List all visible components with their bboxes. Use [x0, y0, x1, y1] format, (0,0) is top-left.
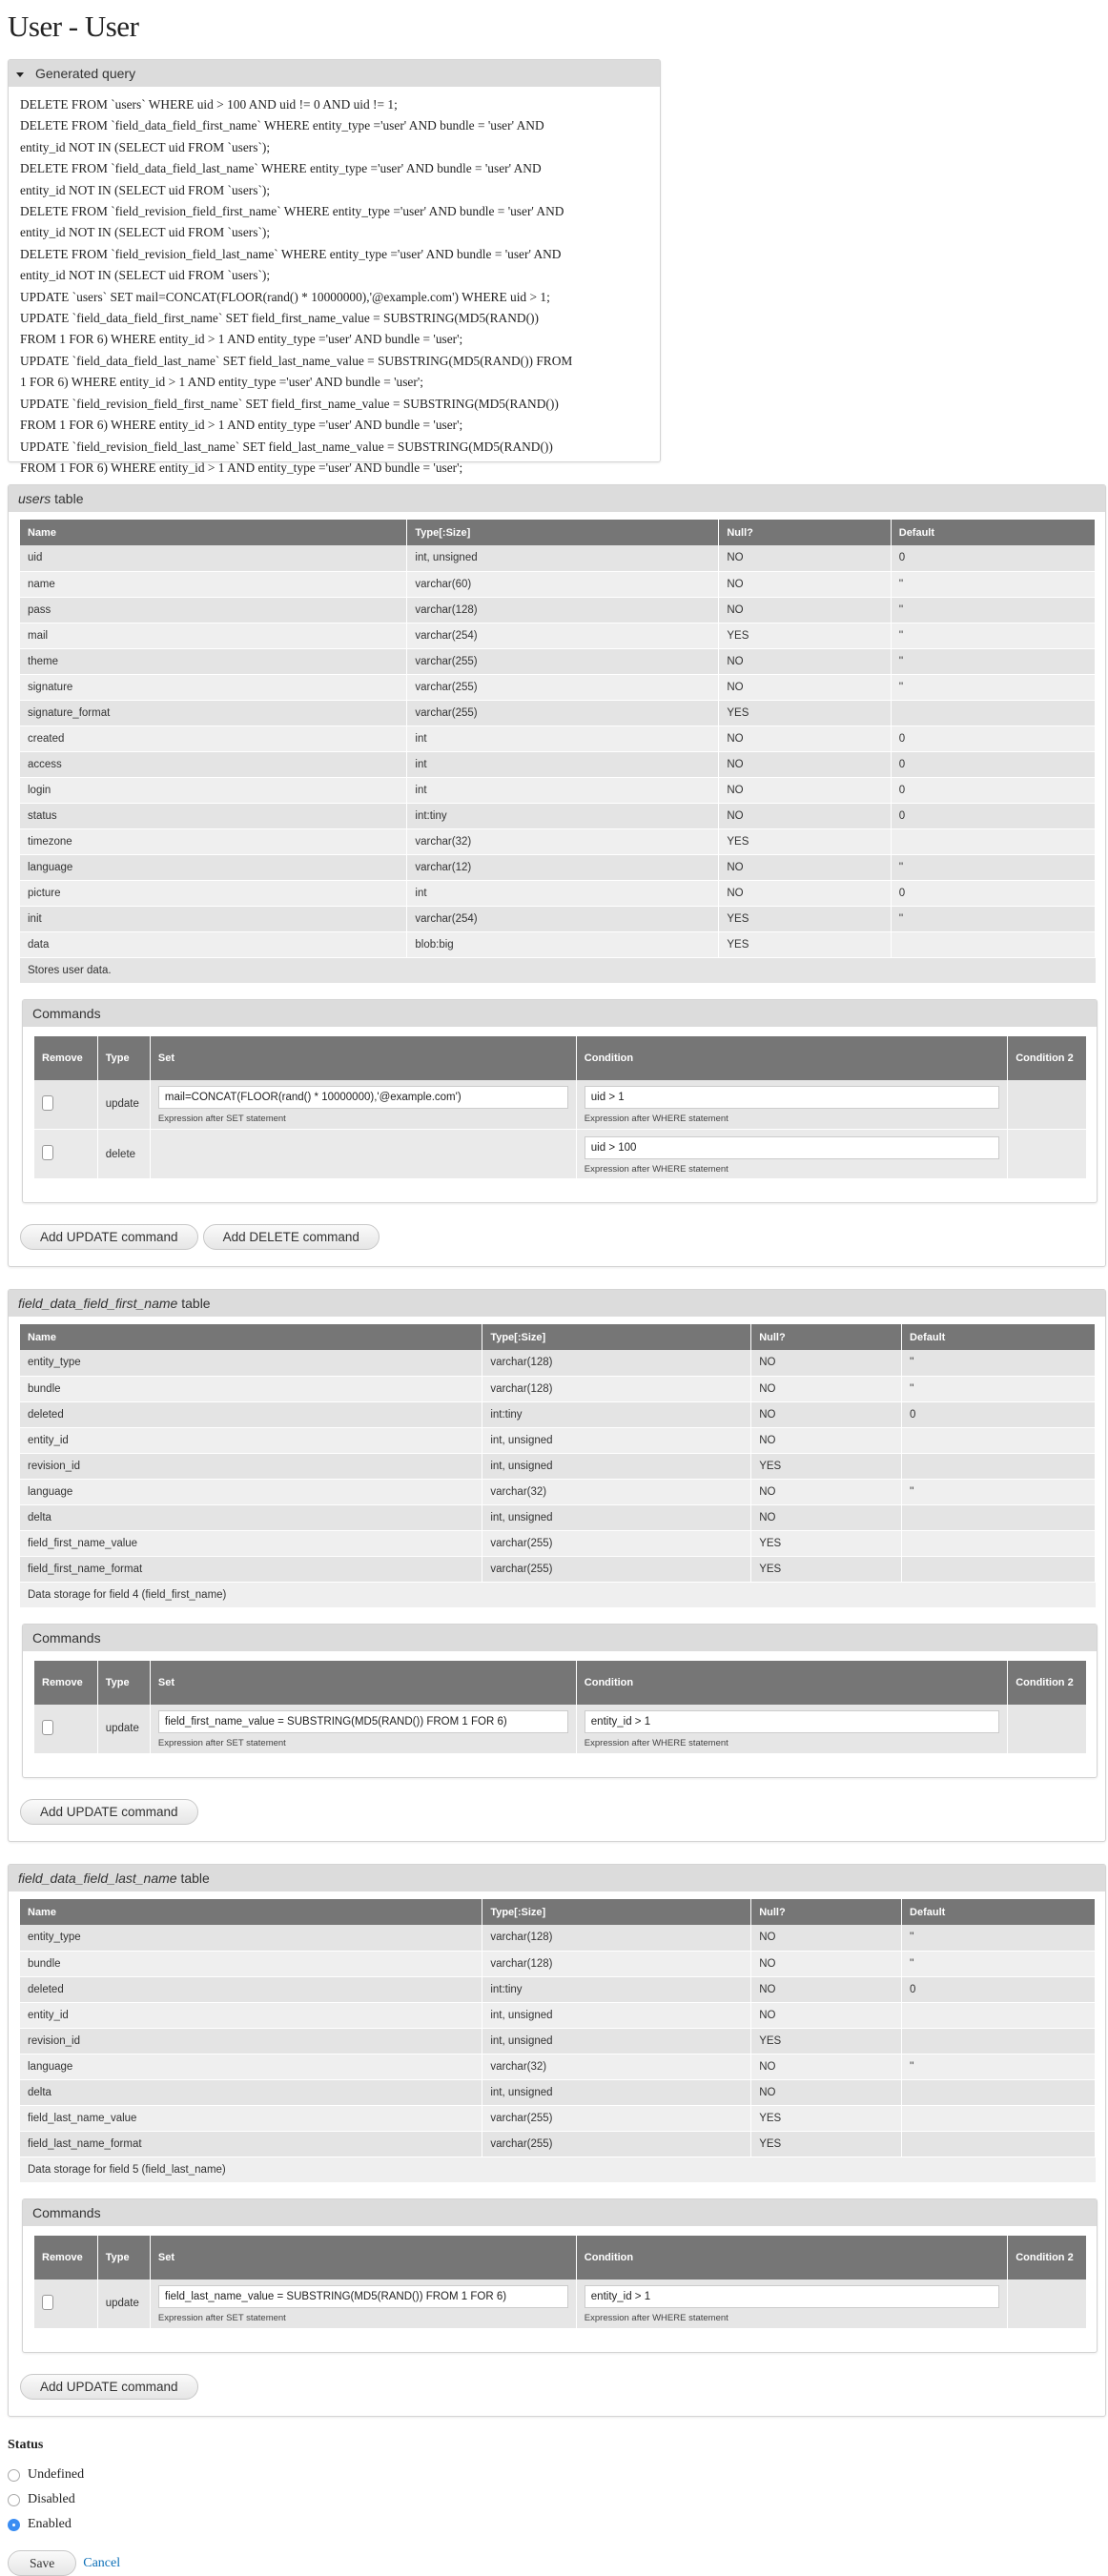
set-expression-input[interactable]	[158, 2285, 568, 2308]
schema-cell: field_first_name_format	[20, 1556, 482, 1582]
column-header: Type[:Size]	[482, 1324, 751, 1350]
command-row	[34, 1705, 1087, 1754]
commands-fieldset	[22, 1624, 1098, 1779]
schema-row	[20, 2028, 1096, 2054]
condition-input[interactable]	[585, 1136, 999, 1159]
column-header: Type[:Size]	[482, 1899, 751, 1925]
command-column-header: Condition	[576, 1036, 1007, 1080]
query-line: FROM 1 FOR 6) WHERE entity_id > 1 AND entity_type ='user' AND bundle = 'user';	[20, 418, 463, 433]
schema-cell	[902, 1427, 1096, 1453]
table-description: Data storage for field 4 (field_first_name)	[20, 1582, 1096, 1607]
schema-cell: NO	[719, 726, 891, 751]
query-line: UPDATE `users` SET mail=CONCAT(FLOOR(rand() * 10000000),'@example.com') WHERE uid > 1;	[20, 289, 550, 304]
commands-fieldset	[22, 2198, 1098, 2354]
schema-row	[20, 597, 1096, 623]
status-label: Status	[8, 2438, 44, 2452]
table-name: field_data_field_first_name	[18, 1296, 178, 1311]
set-help-text: Expression after SET statement	[157, 1738, 286, 1749]
schema-cell: timezone	[20, 828, 407, 854]
schema-cell: created	[20, 726, 407, 751]
schema-cell: NO	[751, 1951, 902, 1976]
schema-cell: deleted	[20, 1976, 482, 2002]
query-line: 1 FOR 6) WHERE entity_id > 1 AND entity_type ='user' AND bundle = 'user';	[20, 375, 423, 390]
table-section-last-name	[8, 1864, 1106, 2417]
schema-cell: int, unsigned	[482, 1427, 751, 1453]
add-update-command-button[interactable]: Add UPDATE command	[20, 1224, 198, 1250]
schema-cell	[891, 700, 1095, 726]
condition-2-cell	[1008, 1130, 1087, 1179]
schema-cell: NO	[751, 1479, 902, 1504]
schema-cell: bundle	[20, 1951, 482, 1976]
column-header: Type[:Size]	[407, 520, 719, 545]
schema-cell: varchar(255)	[407, 674, 719, 700]
query-line: FROM 1 FOR 6) WHERE entity_id > 1 AND entity_type ='user' AND bundle = 'user';	[20, 460, 463, 475]
commands-legend: Commands	[23, 1000, 1097, 1027]
query-line: entity_id NOT IN (SELECT uid FROM `users`);	[20, 182, 271, 197]
commands-table	[34, 1661, 1087, 1755]
schema-row	[20, 623, 1096, 648]
schema-cell: NO	[719, 777, 891, 803]
radio-button[interactable]	[8, 2519, 20, 2531]
schema-cell: int	[407, 777, 719, 803]
schema-cell: NO	[719, 545, 891, 571]
schema-cell: varchar(32)	[407, 828, 719, 854]
command-row	[34, 1130, 1087, 1179]
schema-row	[20, 1427, 1096, 1453]
schema-cell: 0	[891, 751, 1095, 777]
condition-input[interactable]	[585, 1086, 999, 1109]
schema-cell	[891, 828, 1095, 854]
command-type: update	[97, 2280, 150, 2329]
schema-cell: signature	[20, 674, 407, 700]
schema-cell: YES	[751, 2028, 902, 2054]
schema-cell: NO	[751, 2054, 902, 2079]
schema-header-row	[20, 1324, 1096, 1350]
schema-cell: NO	[751, 2002, 902, 2028]
radio-label: Enabled	[28, 2517, 72, 2531]
schema-cell: init	[20, 906, 407, 931]
schema-cell	[902, 1504, 1096, 1530]
schema-cell	[902, 2002, 1096, 2028]
status-option-undefined[interactable]	[8, 2463, 1100, 2487]
column-header: Null?	[719, 520, 891, 545]
schema-row	[20, 1504, 1096, 1530]
query-line: DELETE FROM `field_data_field_first_name` WHERE entity_type ='user' AND bundle = 'user' AND	[20, 118, 544, 133]
query-line: UPDATE `field_revision_field_last_name` SET field_last_name_value = SUBSTRING(MD5(RAND())	[20, 439, 553, 454]
schema-cell: ''	[891, 571, 1095, 597]
schema-cell: varchar(32)	[482, 2054, 751, 2079]
schema-cell: theme	[20, 648, 407, 674]
command-column-header: Remove	[34, 2236, 97, 2280]
schema-row	[20, 700, 1096, 726]
add-update-command-button[interactable]: Add UPDATE command	[20, 2374, 198, 2400]
schema-cell: varchar(128)	[482, 1350, 751, 1376]
schema-cell	[902, 1530, 1096, 1556]
command-row	[34, 1080, 1087, 1130]
table-section-title	[9, 1865, 1105, 1891]
schema-header-row	[20, 1899, 1096, 1925]
schema-row	[20, 1976, 1096, 2002]
condition-help-text: Expression after WHERE statement	[584, 1114, 728, 1125]
column-header: Name	[20, 1324, 482, 1350]
schema-row	[20, 2002, 1096, 2028]
schema-cell: login	[20, 777, 407, 803]
schema-cell: data	[20, 931, 407, 957]
schema-cell: YES	[719, 906, 891, 931]
command-type: update	[97, 1705, 150, 1754]
command-column-header: Type	[97, 1036, 150, 1080]
schema-cell: int, unsigned	[482, 2028, 751, 2054]
schema-cell: entity_id	[20, 2002, 482, 2028]
status-field	[8, 2438, 1100, 2537]
table-description: Data storage for field 5 (field_last_name)	[20, 2157, 1096, 2182]
schema-cell: int	[407, 751, 719, 777]
schema-cell: int:tiny	[482, 1401, 751, 1427]
schema-cell: NO	[751, 2079, 902, 2105]
command-column-header: Condition	[576, 2236, 1007, 2280]
schema-cell: varchar(254)	[407, 623, 719, 648]
schema-row	[20, 931, 1096, 957]
schema-cell: NO	[751, 1350, 902, 1376]
schema-cell: varchar(128)	[407, 597, 719, 623]
set-help-text: Expression after SET statement	[157, 2313, 286, 2324]
schema-row	[20, 1925, 1096, 1951]
query-line: entity_id NOT IN (SELECT uid FROM `users`);	[20, 139, 271, 154]
commands-legend: Commands	[23, 2199, 1097, 2226]
schema-cell	[902, 2079, 1096, 2105]
column-header: Name	[20, 520, 407, 545]
schema-cell: ''	[891, 906, 1095, 931]
set-expression-input[interactable]	[158, 1710, 568, 1733]
schema-cell: int:tiny	[482, 1976, 751, 2002]
schema-cell: revision_id	[20, 1453, 482, 1479]
condition-2-cell	[1008, 2280, 1087, 2329]
schema-row	[20, 854, 1096, 880]
schema-row	[20, 1556, 1096, 1582]
schema-cell: ''	[902, 1479, 1096, 1504]
schema-row	[20, 803, 1096, 828]
schema-cell: NO	[751, 1427, 902, 1453]
schema-cell: int, unsigned	[482, 2079, 751, 2105]
schema-cell: YES	[719, 700, 891, 726]
generated-query-text	[9, 87, 660, 486]
query-line: DELETE FROM `users` WHERE uid > 100 AND uid != 0 AND uid != 1;	[20, 97, 398, 112]
schema-cell: NO	[751, 1401, 902, 1427]
column-header: Null?	[751, 1324, 902, 1350]
schema-cell: NO	[751, 1504, 902, 1530]
schema-row	[20, 751, 1096, 777]
schema-row	[20, 1401, 1096, 1427]
command-column-header: Set	[150, 2236, 576, 2280]
schema-cell: 0	[891, 777, 1095, 803]
schema-row	[20, 571, 1096, 597]
schema-cell: int:tiny	[407, 803, 719, 828]
table-name: field_data_field_last_name	[18, 1871, 177, 1886]
condition-help-text: Expression after WHERE statement	[584, 1163, 728, 1175]
schema-cell: YES	[719, 931, 891, 957]
schema-cell: NO	[719, 648, 891, 674]
schema-row	[20, 674, 1096, 700]
column-header: Name	[20, 1899, 482, 1925]
schema-cell: NO	[719, 597, 891, 623]
schema-cell: field_last_name_format	[20, 2131, 482, 2157]
column-header: Null?	[751, 1899, 902, 1925]
schema-cell: ''	[902, 1925, 1096, 1951]
table-section-title	[9, 485, 1105, 512]
command-column-header: Condition 2	[1008, 2236, 1087, 2280]
schema-header-row	[20, 520, 1096, 545]
radio-button[interactable]	[8, 2494, 20, 2506]
save-button[interactable]: Save	[8, 2550, 76, 2576]
schema-row	[20, 1530, 1096, 1556]
table-title-suffix: table	[51, 491, 84, 506]
schema-cell: NO	[751, 1925, 902, 1951]
schema-row	[20, 1350, 1096, 1376]
command-column-header: Set	[150, 1036, 576, 1080]
table-section-title	[9, 1290, 1105, 1317]
command-type: delete	[97, 1130, 150, 1179]
radio-label: Undefined	[28, 2467, 85, 2482]
schema-cell: int, unsigned	[407, 545, 719, 571]
schema-cell: blob:big	[407, 931, 719, 957]
schema-cell: 0	[891, 880, 1095, 906]
table-name: users	[18, 491, 51, 506]
schema-cell: YES	[751, 1556, 902, 1582]
schema-row	[20, 1951, 1096, 1976]
table-title-suffix: table	[177, 1296, 211, 1311]
schema-cell: ''	[902, 2054, 1096, 2079]
query-line: DELETE FROM `field_data_field_last_name` WHERE entity_type ='user' AND bundle = 'user' AND	[20, 161, 542, 176]
command-column-header: Remove	[34, 1036, 97, 1080]
schema-cell: language	[20, 854, 407, 880]
schema-cell: YES	[751, 2131, 902, 2157]
schema-cell: 0	[891, 726, 1095, 751]
schema-cell: ''	[891, 623, 1095, 648]
schema-cell: status	[20, 803, 407, 828]
command-row	[34, 2280, 1087, 2329]
commands-table	[34, 1036, 1087, 1180]
schema-cell: varchar(254)	[407, 906, 719, 931]
add-update-command-button[interactable]: Add UPDATE command	[20, 1799, 198, 1825]
schema-cell: varchar(12)	[407, 854, 719, 880]
table-section-users	[8, 484, 1106, 1267]
schema-cell: varchar(60)	[407, 571, 719, 597]
status-option-disabled[interactable]	[8, 2487, 1100, 2512]
radio-label: Disabled	[28, 2492, 75, 2506]
schema-cell: ''	[891, 597, 1095, 623]
command-column-header: Type	[97, 1661, 150, 1705]
radio-button[interactable]	[8, 2469, 20, 2482]
schema-row	[20, 880, 1096, 906]
schema-cell: int	[407, 726, 719, 751]
schema-cell: ''	[902, 1350, 1096, 1376]
schema-cell: varchar(32)	[482, 1479, 751, 1504]
commands-legend: Commands	[23, 1625, 1097, 1651]
schema-cell: field_first_name_value	[20, 1530, 482, 1556]
command-column-header: Set	[150, 1661, 576, 1705]
generated-query-legend: Generated query	[35, 66, 136, 81]
remove-checkbox[interactable]	[42, 1145, 53, 1160]
set-help-text: Expression after SET statement	[157, 1114, 286, 1125]
schema-cell: 0	[891, 545, 1095, 571]
schema-cell: NO	[719, 571, 891, 597]
schema-cell: NO	[719, 674, 891, 700]
generated-query-fieldset	[8, 59, 661, 475]
table-description: Stores user data.	[20, 957, 1096, 983]
schema-cell	[902, 1556, 1096, 1582]
schema-cell: NO	[751, 1376, 902, 1401]
commands-table	[34, 2236, 1087, 2330]
schema-table	[20, 1899, 1096, 2183]
query-line: entity_id NOT IN (SELECT uid FROM `users`);	[20, 268, 271, 283]
schema-cell: NO	[719, 880, 891, 906]
command-column-header: Remove	[34, 1661, 97, 1705]
schema-cell: YES	[719, 828, 891, 854]
query-line: DELETE FROM `field_revision_field_first_name` WHERE entity_type ='user' AND bundle = 'user' AND	[20, 204, 564, 219]
schema-cell: deleted	[20, 1401, 482, 1427]
schema-cell: ''	[891, 648, 1095, 674]
query-line: entity_id NOT IN (SELECT uid FROM `users`);	[20, 225, 271, 240]
table-section-first-name	[8, 1289, 1106, 1842]
command-column-header: Condition 2	[1008, 1036, 1087, 1080]
schema-cell: YES	[751, 1530, 902, 1556]
schema-cell	[902, 1453, 1096, 1479]
schema-row	[20, 1479, 1096, 1504]
schema-cell: ''	[891, 674, 1095, 700]
schema-cell: 0	[902, 1976, 1096, 2002]
condition-input[interactable]	[585, 2285, 999, 2308]
schema-cell: 0	[902, 1401, 1096, 1427]
condition-2-cell	[1008, 1080, 1087, 1130]
query-line: DELETE FROM `field_revision_field_last_name` WHERE entity_type ='user' AND bundle = 'user' AND	[20, 246, 562, 261]
schema-cell: NO	[719, 803, 891, 828]
schema-cell: access	[20, 751, 407, 777]
query-line: UPDATE `field_data_field_first_name` SET field_first_name_value = SUBSTRING(MD5(RAND())	[20, 311, 539, 326]
schema-cell: varchar(255)	[482, 2131, 751, 2157]
page-title: User - User	[8, 10, 139, 43]
column-header: Default	[902, 1899, 1096, 1925]
schema-cell: language	[20, 1479, 482, 1504]
schema-cell: delta	[20, 2079, 482, 2105]
remove-checkbox[interactable]	[42, 2295, 53, 2310]
schema-cell: mail	[20, 623, 407, 648]
schema-cell: YES	[751, 1453, 902, 1479]
command-column-header: Condition	[576, 1661, 1007, 1705]
schema-cell: entity_id	[20, 1427, 482, 1453]
table-title-suffix: table	[176, 1871, 210, 1886]
add-delete-command-button[interactable]: Add DELETE command	[203, 1224, 380, 1250]
schema-row	[20, 777, 1096, 803]
schema-row	[20, 2079, 1096, 2105]
schema-cell: ''	[902, 1376, 1096, 1401]
condition-input[interactable]	[585, 1710, 999, 1733]
schema-row	[20, 828, 1096, 854]
generated-query-toggle[interactable]	[9, 60, 660, 87]
schema-cell: ''	[891, 854, 1095, 880]
schema-cell: varchar(255)	[482, 1556, 751, 1582]
schema-cell: varchar(255)	[482, 1530, 751, 1556]
schema-cell: int	[407, 880, 719, 906]
schema-cell: varchar(128)	[482, 1925, 751, 1951]
schema-cell: NO	[751, 1976, 902, 2002]
schema-cell: NO	[719, 854, 891, 880]
remove-checkbox[interactable]	[42, 1720, 53, 1735]
cancel-link[interactable]: Cancel	[83, 2555, 121, 2570]
schema-cell	[902, 2028, 1096, 2054]
command-column-header: Condition 2	[1008, 1661, 1087, 1705]
condition-help-text: Expression after WHERE statement	[584, 1738, 728, 1749]
schema-cell: int, unsigned	[482, 1504, 751, 1530]
query-line: UPDATE `field_data_field_last_name` SET field_last_name_value = SUBSTRING(MD5(RAND()) FROM	[20, 353, 573, 368]
schema-cell: varchar(255)	[482, 2105, 751, 2131]
schema-cell	[891, 931, 1095, 957]
schema-cell: language	[20, 2054, 482, 2079]
status-option-enabled[interactable]	[8, 2512, 1100, 2537]
collapse-triangle-icon	[16, 72, 24, 77]
schema-row	[20, 1453, 1096, 1479]
schema-cell: 0	[891, 803, 1095, 828]
schema-cell	[902, 2131, 1096, 2157]
schema-cell: varchar(255)	[407, 648, 719, 674]
schema-table	[20, 520, 1096, 984]
schema-cell: picture	[20, 880, 407, 906]
schema-cell: field_last_name_value	[20, 2105, 482, 2131]
schema-cell: pass	[20, 597, 407, 623]
command-column-header: Type	[97, 2236, 150, 2280]
column-header: Default	[891, 520, 1095, 545]
schema-row	[20, 1376, 1096, 1401]
schema-cell: varchar(128)	[482, 1951, 751, 1976]
condition-help-text: Expression after WHERE statement	[584, 2313, 728, 2324]
schema-row	[20, 2105, 1096, 2131]
column-header: Default	[902, 1324, 1096, 1350]
commands-fieldset	[22, 999, 1098, 1204]
set-expression-input[interactable]	[158, 1086, 568, 1109]
schema-cell: varchar(255)	[407, 700, 719, 726]
schema-cell: YES	[719, 623, 891, 648]
schema-cell: signature_format	[20, 700, 407, 726]
schema-cell: uid	[20, 545, 407, 571]
query-line: FROM 1 FOR 6) WHERE entity_id > 1 AND entity_type ='user' AND bundle = 'user';	[20, 332, 463, 347]
schema-cell: bundle	[20, 1376, 482, 1401]
schema-row	[20, 648, 1096, 674]
schema-cell: ''	[902, 1951, 1096, 1976]
command-type: update	[97, 1080, 150, 1130]
schema-cell: YES	[751, 2105, 902, 2131]
schema-cell: NO	[719, 751, 891, 777]
query-line: UPDATE `field_revision_field_first_name` SET field_first_name_value = SUBSTRING(MD5(RAND())	[20, 396, 559, 411]
schema-table	[20, 1324, 1096, 1608]
schema-row	[20, 2131, 1096, 2157]
schema-row	[20, 726, 1096, 751]
remove-checkbox[interactable]	[42, 1095, 53, 1111]
schema-cell: varchar(128)	[482, 1376, 751, 1401]
condition-2-cell	[1008, 1705, 1087, 1754]
schema-row	[20, 545, 1096, 571]
schema-cell: revision_id	[20, 2028, 482, 2054]
schema-row	[20, 906, 1096, 931]
schema-cell	[902, 2105, 1096, 2131]
schema-cell: entity_type	[20, 1925, 482, 1951]
schema-row	[20, 2054, 1096, 2079]
schema-cell: int, unsigned	[482, 2002, 751, 2028]
schema-cell: entity_type	[20, 1350, 482, 1376]
schema-cell: name	[20, 571, 407, 597]
schema-cell: int, unsigned	[482, 1453, 751, 1479]
schema-cell: delta	[20, 1504, 482, 1530]
